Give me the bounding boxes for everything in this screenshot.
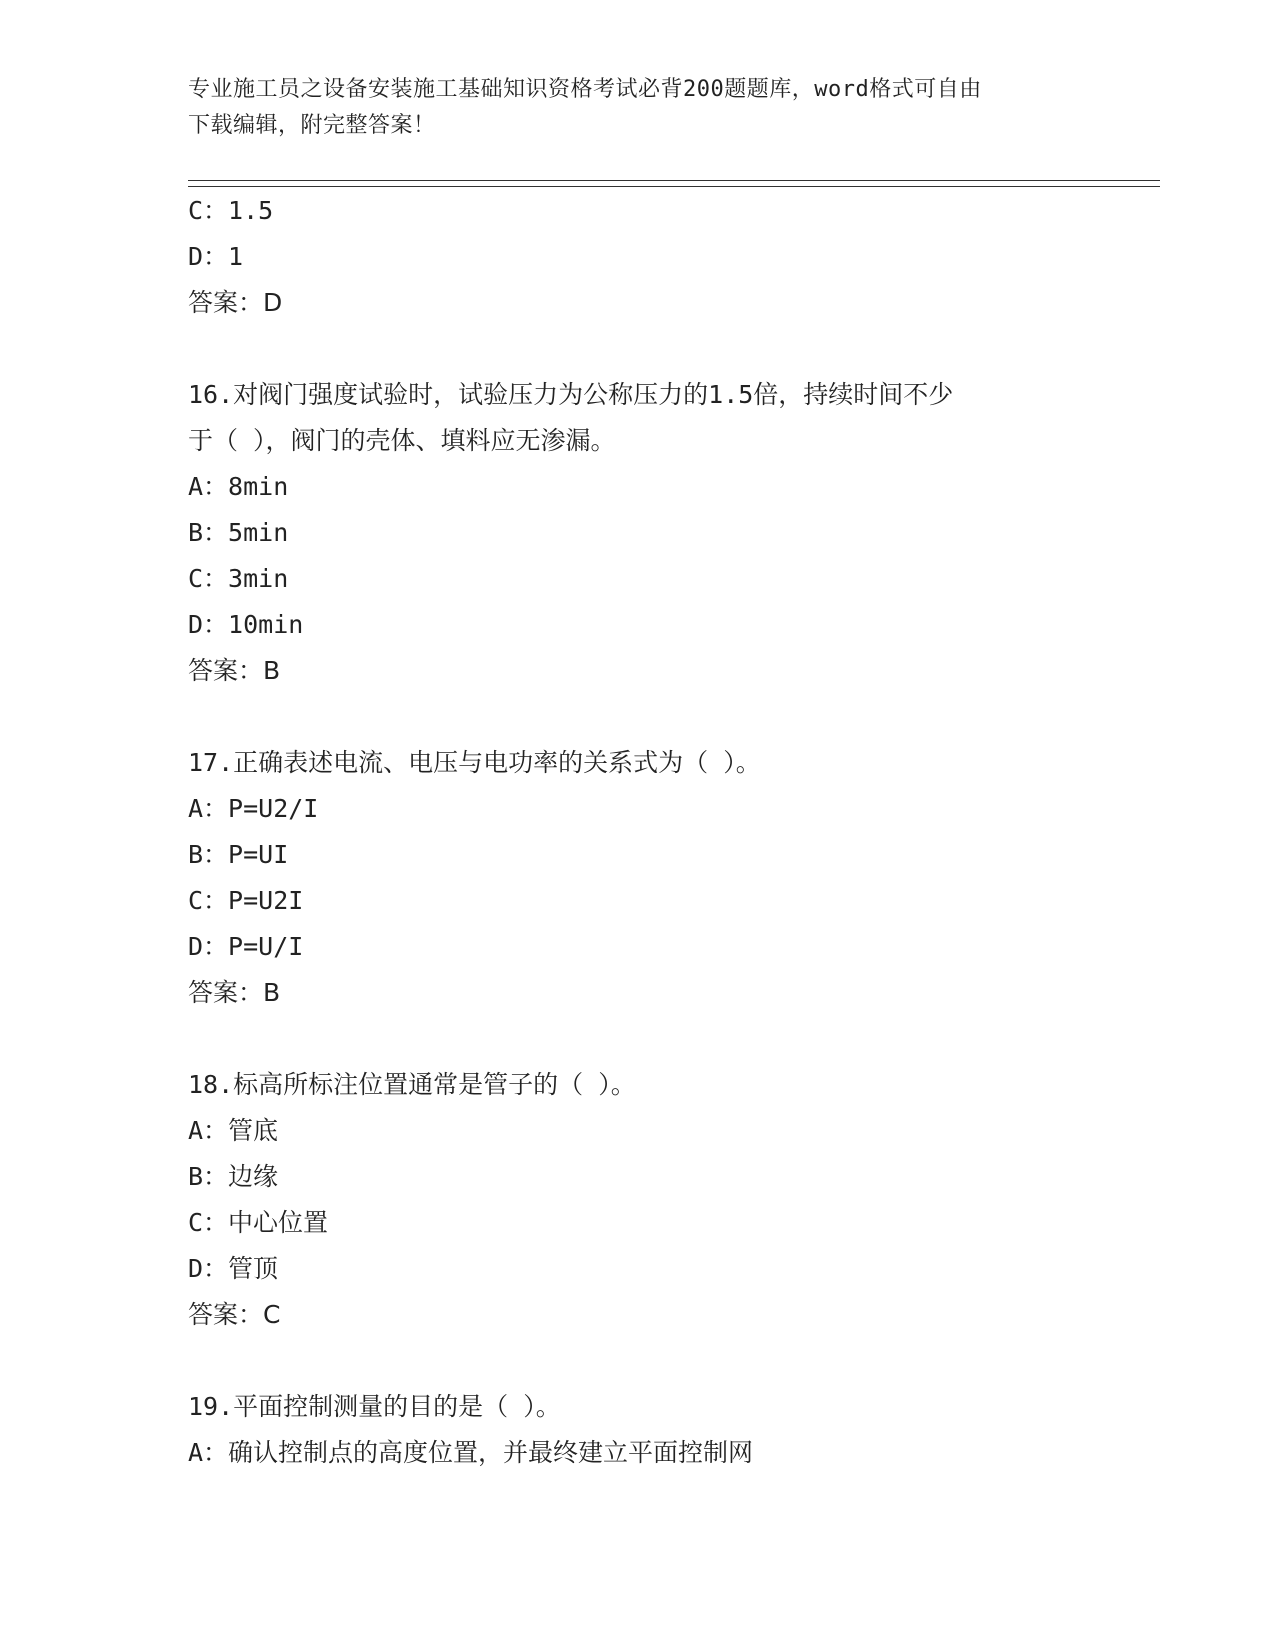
header-line-1: 专业施工员之设备安装施工基础知识资格考试必背200题题库，word格式可自由 <box>188 77 982 102</box>
answer-line: 答案：C <box>188 1300 281 1329</box>
document-header <box>188 72 1068 144</box>
option-d: D：P=U/I <box>188 932 304 961</box>
option-a: A：管底 <box>188 1116 279 1145</box>
option-a: A：确认控制点的高度位置，并最终建立平面控制网 <box>188 1438 754 1467</box>
option-a: A：8min <box>188 472 289 501</box>
question-19 <box>188 1384 1128 1476</box>
option-d: D：管顶 <box>188 1254 279 1283</box>
option-b: B：5min <box>188 518 289 547</box>
spacer <box>188 1338 1128 1384</box>
question-16 <box>188 372 1128 694</box>
spacer <box>188 1016 1128 1062</box>
option-d: D：10min <box>188 610 304 639</box>
spacer <box>188 694 1128 740</box>
question-18 <box>188 1062 1128 1338</box>
option-a: A：P=U2/I <box>188 794 319 823</box>
question-stem: 18.标高所标注位置通常是管子的（ ）。 <box>188 1070 636 1099</box>
option-b: B：边缘 <box>188 1162 279 1191</box>
answer-line: 答案：D <box>188 288 283 317</box>
document-body <box>188 188 1128 1476</box>
question-stem: 19.平面控制测量的目的是（ ）。 <box>188 1392 561 1421</box>
header-line-2: 下载编辑，附完整答案！ <box>188 113 436 138</box>
question-17 <box>188 740 1128 1016</box>
option-d: D：1 <box>188 242 244 271</box>
option-b: B：P=UI <box>188 840 289 869</box>
option-c: C：P=U2I <box>188 886 304 915</box>
question-stem: 16.对阀门强度试验时，试验压力为公称压力的1.5倍，持续时间不少 <box>188 380 954 409</box>
spacer <box>188 326 1128 372</box>
prev-question <box>188 188 1128 326</box>
option-c: C：3min <box>188 564 289 593</box>
answer-line: 答案：B <box>188 656 281 685</box>
question-stem-cont: 于（ ），阀门的壳体、填料应无渗漏。 <box>188 426 616 455</box>
option-c: C：1.5 <box>188 196 274 225</box>
answer-line: 答案：B <box>188 978 281 1007</box>
header-divider <box>188 180 1160 187</box>
option-c: C：中心位置 <box>188 1208 329 1237</box>
question-stem: 17.正确表述电流、电压与电功率的关系式为（ ）。 <box>188 748 761 777</box>
